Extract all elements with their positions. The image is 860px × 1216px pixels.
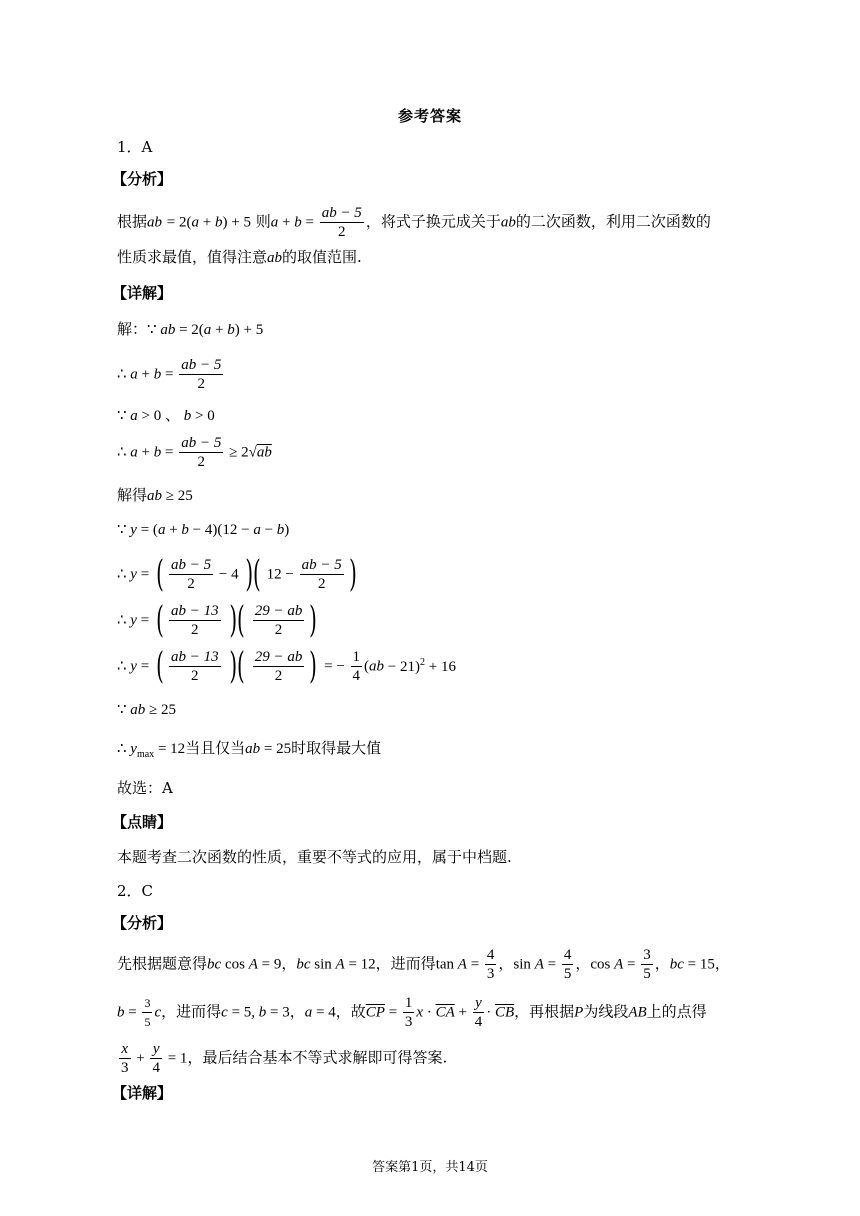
q2-analysis-line2: b = $\frac{3}{5}$ c，进而得c = 5, b = 3，a = 4，故$\overline{CP}$ = $\frac{1}{3}$ $x \cdot \overline{CA}$ + $\frac{y}{4}$ · $\overline{CB}$，再根据P为线段AB上的点得 <box>117 995 707 1030</box>
page-title: 参考答案 <box>397 107 462 125</box>
q1-number: 1．A <box>117 138 153 156</box>
q1-analysis-heading: 【分析】 <box>112 170 173 188</box>
q1-comment-text: 本题考查二次函数的性质，重要不等式的应用，属于中档题. <box>117 848 512 866</box>
q1-comment-heading: 【点睛】 <box>112 813 173 831</box>
q1-step1: 解：∵ ab = 2(a + b) + 5 <box>117 320 264 338</box>
q1-step4: ∴ a + b = $\frac{ab - 5}{2}$ ≥ 2√ab <box>117 435 272 470</box>
q1-step9: ∴ y = ( $\frac{ab - 13}{2}$ )( $\frac{29 - ab}{2}$ ) = − $\frac{1}{4}$ (ab − 21)$^2$ + 16 <box>117 645 456 687</box>
q1-step3: ∵ a > 0 、 b > 0 <box>117 408 215 424</box>
page-footer: 答案第1页，共14页 <box>372 1160 488 1175</box>
q1-step5: 解得ab ≥ 25 <box>117 486 193 504</box>
q1-step8: ∴ y = ( $\frac{ab - 13}{2}$ )( $\frac{29 - ab}{2}$ ) <box>117 599 318 641</box>
q2-analysis-line3: $\frac{x}{3}$ + $\frac{y}{4}$ = 1，最后结合基本不等式求解即可得答案. <box>121 1041 448 1076</box>
q1-detail-heading: 【详解】 <box>112 284 173 302</box>
q1-analysis-line2: 性质求最值，值得注意ab的取值范围. <box>117 248 362 266</box>
q1-step11: ∴ $y_{max} = 12$当且仅当ab = 25时取得最大值 <box>117 739 382 760</box>
q1-step10: ∵ ab ≥ 25 <box>117 702 177 718</box>
q2-detail-heading: 【详解】 <box>112 1084 173 1102</box>
q1-step7: ∴ y = ( $\frac{ab - 5}{2}$ − 4 )( 12 − $\frac{ab - 5}{2}$ ) <box>117 553 357 595</box>
q1-step2: ∴ a + b = $\frac{ab - 5}{2}$ <box>117 357 222 392</box>
q1-step6: ∵ y = (a + b − 4)(12 − a − b) <box>117 522 290 538</box>
q2-number: 2．C <box>117 882 154 900</box>
q2-analysis-line1: 先根据题意得bc cos A = 9，bc sin A = 12，进而得tan A = $\frac{4}{3}$ ，sin A = $\frac{4}{5}$ ，cos A = $\frac{3}{5}$ ，bc = 15， <box>117 947 730 982</box>
q2-analysis-heading: 【分析】 <box>112 914 173 932</box>
q1-analysis-line1: 根据ab = 2(a + b) + 5 则a + b = $\frac{ab - 5}{2}$ ，将式子换元成关于ab的二次函数，利用二次函数的 <box>117 205 711 240</box>
q1-choose: 故选：A <box>117 779 173 797</box>
